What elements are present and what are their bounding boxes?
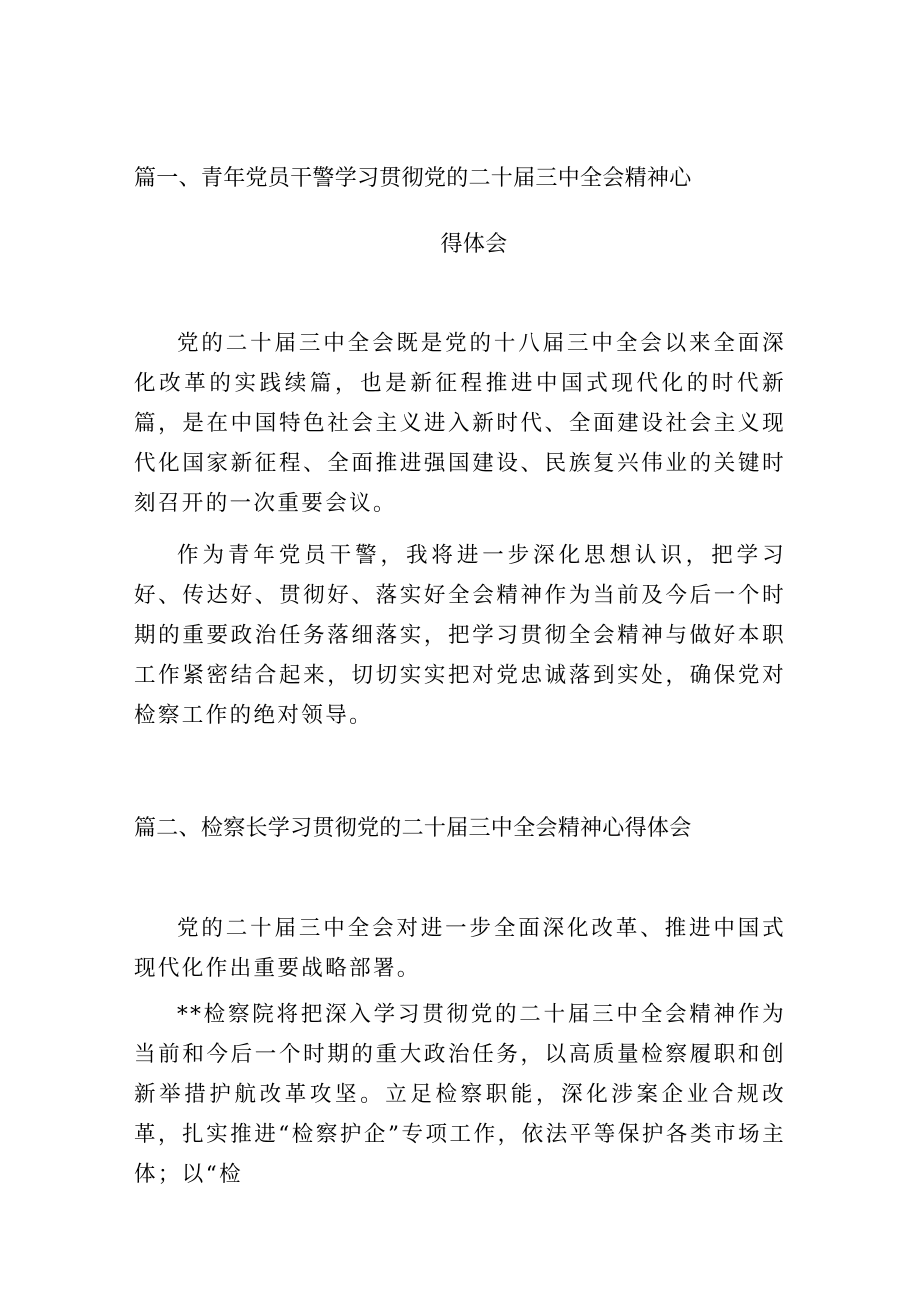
section1-paragraph-1: 党的二十届三中全会既是党的十八届三中全会以来全面深化改革的实践续篇，也是新征程推进中国式现代化的时代新篇，是在中国特色社会主义进入新时代、全面建设社会主义现代化国家新征程、全面推进强国建设、民族复兴伟业的关键时刻召开的一次重要会议。 [134,331,786,516]
section2-title: 篇二、检察长学习贯彻党的二十届三中全会精神心得体会 [134,816,692,841]
section2-paragraph-1: 党的二十届三中全会对进一步全面深化改革、推进中国式现代化作出重要战略部署。 [134,916,786,981]
section1-paragraph-2: 作为青年党员干警，我将进一步深化思想认识，把学习好、传达好、贯彻好、落实好全会精神作为当前及今后一个时期的重要政治任务落细落实，把学习贯彻全会精神与做好本职工作紧密结合起来，切切实实把对党忠诚落到实处，确保党对检察工作的绝对领导。 [134,543,786,728]
section1-title-line2: 得体会 [440,232,508,257]
section2-paragraph-2: **检察院将把深入学习贯彻党的二十届三中全会精神作为当前和今后一个时期的重大政治任务，以高质量检察履职和创新举措护航改革攻坚。立足检察职能，深化涉案企业合规改革，扎实推进“检察护企”专项工作，依法平等保护各类市场主体；以“检 [134,1002,786,1187]
section1-title-line1: 篇一、青年党员干警学习贯彻党的二十届三中全会精神心 [134,166,692,191]
